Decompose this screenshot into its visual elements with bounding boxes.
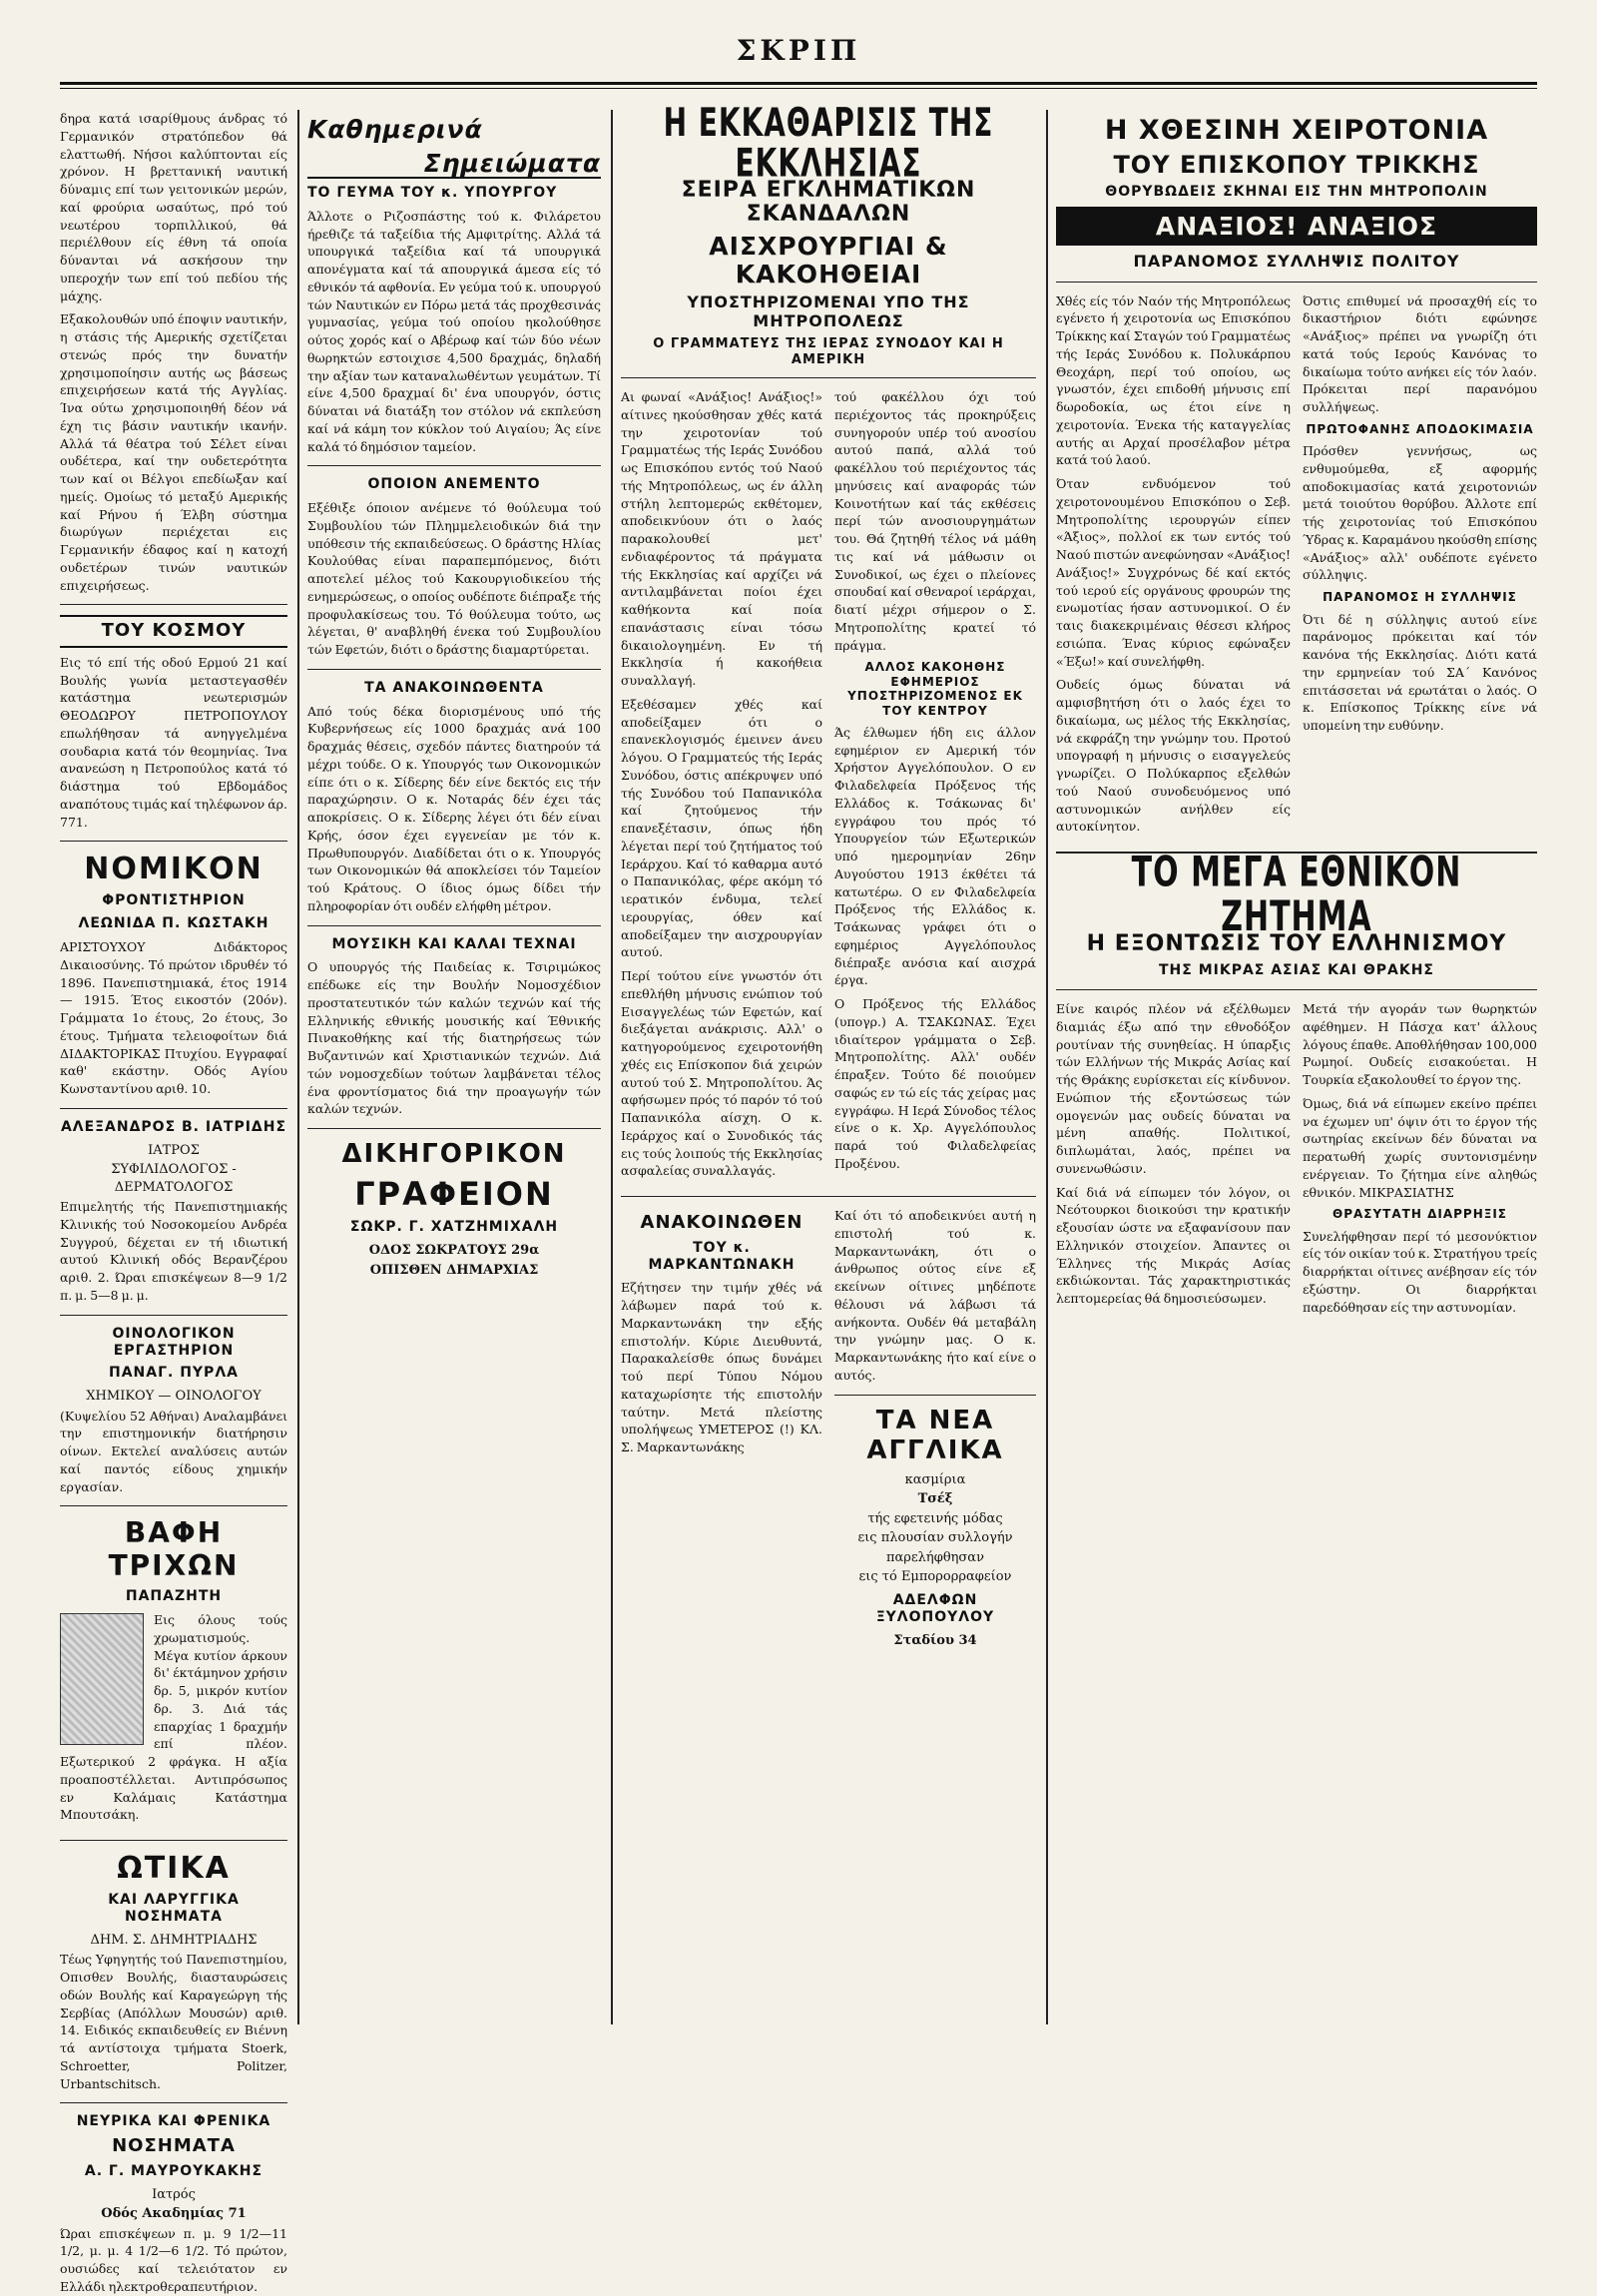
article-title: ΠΡΩΤΟΦΑΝΗΣ ΑΠΟΔΟΚΙΜΑΣΙΑ (1306, 421, 1534, 436)
article-title: ΠΑΡΑΝΟΜΟΣ Η ΣΥΛΛΗΨΙΣ (1323, 590, 1517, 605)
ad-title: ΓΡΑΦΕΙΟΝ (354, 1175, 554, 1214)
article-title: ΑΛΛΟΣ ΚΑΚΟΗΘΗΣ ΕΦΗΜΕΡΙΟΣ ΥΠΟΣΤΗΡΙΖΟΜΕΝΟΣ ΕΚ ΤΟΥ ΚΕΝΤΡΟΥ (847, 660, 1023, 718)
headline: Η ΕΚΚΑΘΑΡΙΣΙΣ ΤΗΣ ΕΚΚΛΗΣΙΑΣ (663, 99, 994, 187)
article-text: Είνε καιρός πλέον νά εξέλθωμεν διαμιάς έξω από την εθνοδόξον ρουτίναν τής συνηθείας. Η ύπαρξις τών Ελλήνων τής Μικράς Ασίας καί τής Θράκης ευρίσκεται είς κίνδυνον. Ενώπιον τής εξοντώσεως τών ομογενών μας ουδείς δύναται να μένη απαθής. Πολιτικοί, διπλωμάται, λαός, πρέπει να συνενωθώσιν. (1056, 1001, 1291, 1176)
ad-subtitle: ΚΑΙ ΛΑΡΥΓΓΙΚΑ ΝΟΣΗΜΑΤΑ (108, 1892, 240, 1925)
article-text: Καί ότι τό αποδεικνύει αυτή η επιστολή τού κ. Μαρκαντωνάκη, ότι ο άνθρωπος ούτος είνε εξ εκείνων οίτινες μηδέποτε θέλουσι νά λάβωσι τά ανήκοντα. Ουδέν θά μεταβάλη την γνώμην μας. Ο κ. Μαρκαντωνάκης ήτο καί είνε ο αυτός. (834, 1208, 1036, 1383)
ad-text: εις τό Εμπορορραφείον (858, 1569, 1012, 1585)
article-text: Άλλοτε ο Ριζοσπάστης τού κ. Φιλάρετου ήρεθιζε τά ταξείδια τής Αμφιτρίτης. Αλλά τά υπουργικά ταξείδια καί τά υπουργικά απονέγματα καί τά απουργικά άμεσα είς τό εθνικόν τά αφθονία. Εν γεύμα τού κ. υπουργού τών Ναυτικών εν Πόρω μετά τάς προχθεσινάς γυμνασίας, γεύμα τού οποίου ηκολούθησε ούτος χορός καί ο Αβέρωφ καί τών δύο νέων θωρηκτών εστοιχισε 4,500 δραχμάς, δηλαδή την αξίαν των καταναλωθέντων γευμάτων. Τί είνε 4,500 δραχμαί δι' ένα υπουργόν, όστις δύναται νά διατάξη τον στόλον νά εκπλεύση καί νά κάμη τον κύκλον τού Αιγαίου; Άς είνε καλά τό δημόσιον ταμείον. (307, 208, 601, 454)
article-text: Εζήτησεν την τιμήν χθές νά λάβωμεν παρά τού κ. Μαρκαντωνάκη την εξής επιστολήν. Κύριε Διευθυντά, Παρακαλείσθε όπως δυνάμει τού περί Τύπου Νόμου καταχωρίσητε τής επιστολήν ταύτην. Μετά πλείστης υπολήψεως ΥΜΕΤΕΡΟΣ (!) ΚΛ. Σ. Μαρκαντωνάκης (621, 1280, 822, 1455)
headline: ΤΟΥ ΕΠΙΣΚΟΠΟΥ ΤΡΙΚΚΗΣ (1113, 150, 1480, 179)
ad-subtitle: ΣΥΦΙΛΙΔΟΛΟΓΟΣ - ΔΕΡΜΑΤΟΛΟΓΟΣ (111, 1162, 237, 1195)
article-text: Συνελήφθησαν περί τό μεσονύκτιον είς τόν οικίαν τού κ. Στρατήγου τρείς διαρρήκται οίτινες ανέβησαν είς τόν εξώστην. Οι διαρρήκται παρεδόθησαν είς την αστυνομίαν. (1303, 1228, 1537, 1315)
article-text: Από τούς δέκα διορισμένους υπό τής Κυβερνήσεως είς 1000 δραχμάς ανά 100 δραχμάς θέσεις, σχεδόν πάντες διατηρούν τά μέχρι τούδε. Ο κ. Υπουργός των Οικονομικών είπε ότι ο κ. Σίδερης δέν είνε δεκτός εις τήν παραχώρησιν. Ο κ. Νοταράς δέν έχει τάς αποκρίσεις. Ο κ. Σίδερης λέγει ότι δέν είναι Κρής, όσον έχει εγγενείαν με τόν κ. Πρωθυπουργόν. Διαδίδεται ότι ο κ. Υπουργός των Οικονομικών θά αποκλείσει τόν Ταμείον τού Κράτους. Ο ίδιος όμως δίδει τήν πληροφορίαν ότι ουδέν ελήφθη μέτρον. (307, 703, 601, 913)
ad-text: ΑΡΙΣΤΟΥΧΟΥ Διδάκτορος Δικαιοσύνης. Τό πρώτον ιδρυθέν τό 1896. Πανεπιστημιακά, έτος 1914 — 1915. Έτος εικοστόν (20όν). Γράμματα 1ο έτους, 2ο έτους, 3ο έτους. Τμήματα τελειοφοίτων διά ΔΙΔΑΚΤΟΡΙΚΑΣ Πτυχίου. Εγγραφαί καθ' εκάστην. Οδός Αγίου Κωνσταντίνου αριθ. 10. (60, 939, 287, 1097)
ad-title: ΤΟΥ ΚΟΣΜΟΥ (60, 615, 287, 648)
column-4 (1056, 110, 1537, 2024)
divider (60, 1315, 287, 1316)
subheadline: ΤΗΣ ΜΙΚΡΑΣ ΑΣΙΑΣ ΚΑΙ ΘΡΑΚΗΣ (1159, 962, 1434, 979)
subheadline: ΠΑΡΑΝΟΜΟΣ ΣΥΛΛΗΨΙΣ ΠΟΛΙΤΟΥ (1133, 252, 1460, 272)
article-text: Εξακολουθών υπό έποψιν ναυτικήν, η στάσις τής Αμερικής σχετίζεται στενώς πρός την δυνατήν χρησιμοποίησιν αυτής ως βάσεως επιχειρήσεων κατά τής Αγγλίας. Ίνα ούτω χρησιμοποιηθή δέον νά έχη τις βάσιν ναυτικήν ικανήν. Αλλά τά θέατρα τού Σέλετ είναι ουδέτερα, καί την ουδετερότητα των καί οι Βέλγοι επεδίωξαν καί ημείς. Ομοίως τό μεταξύ Αμερικής καί Ρήνου ή Έλβη σύστημα διωρύγων περιέχεται εις Γερμανικήν έδαφος καί η κατοχή ουδετέρων τινών ναυτικών επιχειρήσεως. (60, 311, 287, 593)
ad-title: ΟΙΝΟΛΟΓΙΚΟΝ ΕΡΓΑΣΤΗΡΙΟΝ (112, 1325, 236, 1359)
article-title: ΤΟΥ κ. ΜΑΡΚΑΝΤΩΝΑΚΗ (648, 1239, 796, 1273)
divider (60, 1840, 287, 1841)
column-divider (611, 110, 613, 2024)
ad-name: ΠΑΝΑΓ. ΠΥΡΛΑ (108, 1365, 239, 1382)
article-body (1056, 292, 1537, 843)
section-heading: Σημειώματα (307, 150, 601, 180)
article-body (621, 1207, 1036, 1651)
ad-text: Τσέξ (917, 1491, 953, 1507)
divider (60, 1108, 287, 1109)
ad-title: ΝΟΜΙΚΟΝ (84, 852, 264, 887)
ad-address: ΟΠΙΣΘΕΝ ΔΗΜΑΡΧΙΑΣ (369, 1262, 539, 1278)
portrait-illustration (60, 1613, 144, 1745)
article-text: Όστις επιθυμεί νά προσαχθή είς το δικαστήριον διότι εφώνησε «Ανάξιος» πρέπει να γνωρίζη ότι κατά τούς Ιερούς Κανόνας το δικαίωμα τούτο ανήκει είς τόν λαόν. Πρόκειται περί παρανόμου συλλήψεως. (1303, 292, 1537, 415)
ad-text: κασμίρια (904, 1471, 966, 1487)
article-text: Εξεθέσαμεν χθές καί αποδείξαμεν ότι ο επανεκλογισμός έμεινεν άνευ λόγου. Ο Γραμματεύς τής Ιεράς Συνόδου, όστις απέκρυψεν υπό τής Συνόδου τού Παπανικόλα καί ζητούμενος τήν επανεξέτασιν, όπως ήδη λέγεται περί τού ζητήματος τού Ιεράρχου. Καί τό καθαρμα αυτό ο Παπανικόλας, φέρε ακόμη τό ιερατικόν ένδυμα, τελεί ιερουργίας, όθεν καί αποδείξαμεν την αισχρουργίαν αυτού. (621, 696, 822, 960)
subheadline: Ο ΓΡΑΜΜΑΤΕΥΣ ΤΗΣ ΙΕΡΑΣ ΣΥΝΟΔΟΥ ΚΑΙ Η ΑΜΕΡΙΚΗ (653, 335, 1004, 367)
headline-inverse: ΑΝΑΞΙΟΣ! ΑΝΑΞΙΟΣ (1056, 207, 1537, 247)
ad-text: Τέως Υφηγητής τού Πανεπιστημίου, Οπισθεν Βουλής, διασταυρώσεις οδών Βουλής καί Καραγεώργη τής Σερβίας (Απόλλων Μουσών) αριθ. 14. Ειδικός εκπαιδευθείς εν Βιέννη τά αντίστοιχα τμήματα Stoerk, Schroetter, Politzer, Urbantschitsch. (60, 1952, 287, 2091)
headline: ΣΕΙΡΑ ΕΓΚΛΗΜΑΤΙΚΩΝ ΣΚΑΝΔΑΛΩΝ (681, 177, 976, 227)
article-text: Όμως, διά νά είπωμεν εκείνο πρέπει να έχωμεν υπ' όψιν ότι το έργον τής σωτηρίας εκείνων δέν δύναται να περατωθή χωρίς συντονισμένην ενέργειαν. Το ζήτημα είνε αληθώς εθνικόν. ΜΙΚΡΑΣΙΑΤΗΣ (1303, 1095, 1537, 1200)
headline: ΤΟ ΜΕΓΑ ΕΘΝΙΚΟΝ ΖΗΤΗΜΑ (1131, 848, 1462, 941)
article-title: ΜΟΥΣΙΚΗ ΚΑΙ ΚΑΛΑΙ ΤΕΧΝΑΙ (331, 935, 577, 952)
article-text: Περί τούτου είνε γνωστόν ότι επεθλήθη μήνυσις ενώπιον τού Εισαγγελέως τών Εφετών, καί διεξάγεται ανάκρισις. Αλλ' ο κατηγορούμενος εχειροτονήθη χθές εις Επίσκοπον διά χειρών αυτού τού Σ. Μητροπολίτου. Άς αφήσωμεν πρός τό παρόν τό τού Παπανικόλα αίσχη. Ο κ. Ιεράρχος καί ο Συνοδικός τάς εις τούς λοιπούς τής Εκκλησίας ασφαλείας συναλλαγάς. (621, 968, 822, 1179)
column-1 (60, 110, 287, 2294)
divider (60, 841, 287, 842)
headline: Η ΕΞΟΝΤΩΣΙΣ ΤΟΥ ΕΛΛΗΝΙΣΜΟΥ (1086, 931, 1507, 957)
ad-text: εις πλουσίαν συλλογήν (857, 1530, 1013, 1546)
divider (621, 377, 1036, 378)
headline: Η ΧΘΕΣΙΝΗ ΧΕΙΡΟΤΟΝΙΑ (1104, 115, 1489, 146)
article-text: Χθές είς τόν Ναόν τής Μητροπόλεως εγένετο ή χειροτονία ως Επισκόπου Τρίκκης καί Σταγών τού Γραμματέως τής Ιεράς Συνόδου κ. Πολυκάρπου Θεοχάρη, περί τού οποίου, ως γνωστόν, έχει επιδοθή μήνυσις επί δωροδοκία, ως έτοι είνε η χειροτονία. Ένεκα τής καταγγελίας αυτής αι Αρχαί προσέλαβον μέτρα κατά τού λαού. (1056, 292, 1291, 468)
ad-text: Εις όλους τούς χρωματισμούς. Μέγα κυτίον άρκουν δι' έκτάμηνον χρήσιν δρ. 5, μικρόν κυτίον δρ. 3. Διά τάς επαρχίας 1 δραχμήν επί πλέον. Εξωτερικού 2 φράγκα. Η αξία προαποστέλλεται. Αντιπρόσωπος εν Καλάμαις Κατάστημα Μπουτσάκη. (60, 1612, 287, 1823)
article-text: Πρόσθεν γεννήσως, ως ενθυμούμεθα, εξ αφορμής αποδοκιμασίας κατά χειροτονιών μετά τοιούτου θορύβου. Άλλοτε επί τής χειροτονίας τού Επισκόπου Ύδρας κ. Καραμάνου ηκούσθη επίσης «Ανάξιος» αλλ' ουδέποτε εγένετο σύλληψις. (1303, 443, 1537, 583)
ad-text: τής εφετεινής μόδας (867, 1510, 1003, 1526)
ad-title: ΤΑ ΝΕΑ ΑΓΓΛΙΚΑ (866, 1405, 1004, 1465)
column-divider (1046, 110, 1048, 2024)
article-text: δηρα κατά ισαρίθμους άνδρας τό Γερμανικόν στρατόπεδον θά ελαττωθή. Νήσοι καλύπτονται είς χρόνον. Η βρεττανική ναυτική δύναμις επί των γειτονικών μερών, καί φρούρια ωσαύτως, πρό τού νεωτέρου τορπιλλικού, θά περιέλθουν είς έθνη τά οποία δύνανται νά ασκήσουν την υπεροχήν των επί τού πεδίου τής μάχης. (60, 111, 287, 303)
ad-title: ΩΤΙΚΑ (117, 1851, 231, 1887)
divider (307, 925, 601, 926)
article-text: Όταν ενδυόμενον τού χειροτονουμένου Επισκόπου ο Σεβ. Μητροπολίτης ιερουργών είπεν «Άξιος», πολλοί εκ των εντός τού Ναού πιστών ανεφώνησαν «Ανάξιος! Ανάξιος!» Συγχρόνως δέ καί εκτός τού ιερού είς οργάνους φρουρών της ενωμοτίας ήσαν αστυνομικοί. Ο έν ταις διακεκριμέναις θέσεσι κλήρος εσιώπα. Ένας κύριος εφώναξεν «Έξω!» καί συνελήφθη. (1056, 476, 1291, 669)
divider (1056, 989, 1537, 990)
ad-text: Ώραι επισκέψεων π. μ. 9 1/2—11 1/2, μ. μ. 4 1/2—6 1/2. Τό πρώτον, ουσιώδες καί τελειότατον εν Ελλάδι ηλεκτροθεραπευτήριον. (60, 2225, 287, 2294)
article-text: Ο υπουργός τής Παιδείας κ. Τσιριμώκος επέδωκε είς την Βουλήν Νομοσχέδιον προστατευτικόν τών καλών τεχνών καί τής Ελληνικής εθνικής μουσικής καί Έθνικής Πινακοθήκης καί τής διατηρήσεως τών Βυζαντινών καί Χριστιανικών τεχνών. Διά τών νομοσχεδίων τούτων λαμβάνεται τέλος ένα φροντίσματος διά την προαγωγήν τών καλών τεχνών. (307, 959, 601, 1117)
ad-text: (Κυψελίου 52 Αθήναι) Αναλαμβάνει την επιστημονικήν διατήρησιν οίνων. Εκτελεί αναλύσεις αυτών καί παντός είδους χημικήν εργασίαν. (60, 1408, 287, 1494)
article-text: Ουδείς όμως δύναται νά αμφισβητήση ότι ο λαός έχει το δικαίωμα, ως μέλος τής Εκκλησίας, νά εκφράζη την γνώμην του. Προτού υπογραφή η μήνυσις ο εισαγγελεύς γνωρίζει. Ο Πολύκαρπος εξελθών τού Ναού συνοδευόμενος υπό αστυνομικών ανήλθεν είς αυτοκίνητον. (1056, 677, 1291, 835)
ad-name: ΑΔΕΛΦΩΝ ΞΥΛΟΠΟΥΛΟΥ (875, 1591, 995, 1625)
divider (1056, 282, 1537, 283)
ad-address: Οδός Ακαδημίας 71 (101, 2206, 247, 2222)
ad-title: ΒΑΦΗ ΤΡΙΧΩΝ (108, 1516, 240, 1583)
article-text: Ο Πρόξενος τής Ελλάδος (υπογρ.) Α. ΤΣΑΚΩΝΑΣ. Έχει ιδιαίτερον γράμματα ο Σεβ. Μητροπολίτης. Αλλ' ουδέν έπραξεν. Τούτο δέ ποιούμεν σαφώς εν τώ είς τάς χείρας μας εγγράφω. Η Ιερά Σύνοδος τέλος είνε ο κ. Χρ. Αγγελόπουλος παρά τού Φιλαδελφείας Προξένου. (834, 996, 1036, 1171)
column-2 (307, 110, 601, 2024)
article-title: ΤΟ ΓΕΥΜΑ ΤΟΥ κ. ΥΠΟΥΡΓΟΥ (307, 185, 558, 201)
masthead: ΣΚΡΙΠ (736, 34, 861, 67)
subheadline: ΥΠΟΣΤΗΡΙΖΟΜΕΝΑΙ ΥΠΟ ΤΗΣ ΜΗΤΡΟΠΟΛΕΩΣ (687, 292, 970, 330)
ad-name: ΛΕΩΝΙΔΑ Π. ΚΩΣΤΑΚΗ (78, 915, 269, 932)
ad-title: ΝΕΥΡΙΚΑ ΚΑΙ ΦΡΕΝΙΚΑ (76, 2113, 271, 2130)
article-text: Ότι δέ η σύλληψις αυτού είνε παράνομος πρόκειται καί τόν κανόνα τής Εκκλησίας. Διότι κατά την ερμηνείαν τού ΣΑ΄ Κανόνος επιτάσσεται νά ερωτάται ο λαός. Ο κ. Επίσκοπος Τρίκκης είνε νά υπομείνη την ευθύνην. (1303, 611, 1537, 734)
divider (60, 1505, 287, 1506)
ad-subtitle: ΝΟΣΗΜΑΤΑ (112, 2135, 236, 2157)
divider (307, 1128, 601, 1129)
divider (307, 465, 601, 466)
article-text: Άς έλθωμεν ήδη εις άλλον εφημέριον εν Αμερική τόν Χρήστον Αγγελόπουλον. Ο εν Φιλαδελφεία Πρόξενος τής Ελλάδος κ. Τσάκωνας δι' εγγράφου του πρός τό Υπουργείον τών Εξωτερικών υπό ημερομηνίαν 26ην Αυγούστου 1913 έκθέτει τά κατωτέρω. Ο εν Φιλαδελφεία Πρόξενος τής Ελλάδος κ. Τσάκωνας γράφει ότι ο εφημέριος Αγγελόπουλος διέπραξε ανόσια καί αισχρά έργα. (834, 724, 1036, 988)
column-3 (621, 99, 1036, 2024)
masthead-rule-thin (60, 88, 1537, 89)
article-text: τού φακέλλου όχι τού περιέχοντος τάς προκηρύξεις συνηγορούν υπέρ τού ανοσίου αυτού παπά, αλλά τού φακέλλου τού περιέχοντος τάς μηνύσεις καί αναφοράς τών Κοινοτήτων καί τάς εκθέσεις περί τών ανοσιουργημάτων του. Θά ζητηθή τέλος νά μάθη τις καί νά μάθωσιν οι Συνοδικοί, ως έχει ο πλείονες σπουδαί καί σθεναροί ιεράρχαι, διατί μέχρι σήμερον ο Σ. Μητροπολίτης κρατεί τό πράγμα. (834, 389, 1036, 653)
ad-name: ΠΑΠΑΖΗΤΗ (125, 1588, 223, 1605)
divider (621, 1196, 1036, 1197)
ad-text: παρελήφθησαν (885, 1549, 984, 1565)
article-title: ΘΡΑΣΥΤΑΤΗ ΔΙΑΡΡΗΞΙΣ (1332, 1207, 1507, 1222)
ad-name: ΔΗΜ. Σ. ΔΗΜΗΤΡΙΑΔΗΣ (90, 1932, 258, 1948)
article-title: ΤΑ ΑΝΑΚΟΙΝΩΘΕΝΤΑ (364, 679, 544, 696)
section-heading: Καθημερινά (307, 115, 483, 144)
ad-subtitle: Ιατρός (152, 2186, 196, 2202)
subheadline: ΘΟΡΥΒΩΔΕΙΣ ΣΚΗΝΑΙ ΕΙΣ ΤΗΝ ΜΗΤΡΟΠΟΛΙΝ (1105, 184, 1488, 201)
ad-subtitle: ΦΡΟΝΤΙΣΤΗΡΙΟΝ (102, 892, 246, 909)
ad-address: Σταδίου 34 (893, 1632, 977, 1648)
column-divider (297, 110, 299, 2024)
ad-name: ΑΛΕΞΑΝΔΡΟΣ Β. ΙΑΤΡΙΔΗΣ (60, 1118, 287, 1135)
article-body (1056, 1000, 1537, 1322)
ad-title: ΔΙΚΗΓΟΡΙΚΟΝ (341, 1139, 567, 1170)
ad-text: Επιμελητής τής Πανεπιστημιακής Κλινικής τού Νοσοκομείου Ανδρέα Συγγρού, δέχεται εν τή ιδιωτική αυτού Κλινική οδός Βερανζέρου αριθ. 2. Ώραι επισκέψεων 8—9 1/2 π. μ. 5—8 μ. μ. (60, 1199, 287, 1303)
divider (307, 669, 601, 670)
ad-address: ΟΔΟΣ ΣΩΚΡΑΤΟΥΣ 29α (368, 1242, 540, 1258)
ad-name: Α. Γ. ΜΑΥΡΟΥΚΑΚΗΣ (84, 2162, 264, 2179)
ad-name: ΣΩΚΡ. Γ. ΧΑΤΖΗΜΙΧΑΛΗ (349, 1219, 559, 1236)
masthead-rule (60, 82, 1537, 85)
article-text: Καί διά νά είπωμεν τόν λόγον, οι Νεότουρκοι διοικούσι την κρατικήν εξουσίαν ώστε να εξαφανίσουν παν Ελληνικόν στοιχείον. Άπαντες οι Έλληνες τής Μικράς Ασίας εκδιώκονται. Τάς χαρακτηριστικάς λεπτομερείας θά δημοσιεύσωμεν. (1056, 1184, 1291, 1307)
article-body (621, 388, 1036, 1186)
divider (60, 2102, 287, 2103)
article-text: Εξέθιξε όποιον ανέμενε τό θούλευμα τού Συμβουλίου τών Πλημμελειοδικών διά την υπόθεσιν τής εκπαιδεύσεως. Ο δράστης Ηλίας Κουλούθας είναι παραπεμπόμενος, διότι αποτελεί μέλος τού Κακουργιοδικείου τής ενημερώσεως, ο οποίος ουδέποτε διέπραξε τής προφυλακίσεως του. Τό θούλευμα τούτο, ως λέγεται, θ' αναβληθή ένεκα τού Συμβουλίου τών Εφετών, διότι ο δράστης διαμαρτύρεται. (307, 500, 601, 658)
article-title: ΑΝΑΚΟΙΝΩΘΕΝ (640, 1212, 803, 1234)
ad-text: Εις τό επί τής οδού Ερμού 21 καί Βουλής γωνία μεταστεγασθέν κατάστημα νεωτερισμών ΘΕΟΔΩΡΟΥ ΠΕΤΡΟΠΟΥΛΟΥ επωλήθησαν τά ανηγγελμένα σουδαρια κατά τόν θεομηνίας. Ίνα ανανεώση η Πετροπούλος κατά τό διάστημα τού Εβδομάδος αναπότους τιμάς καί τηλέφωνον άρ. 771. (60, 654, 287, 830)
article-text: Μετά τήν αγοράν των θωρηκτών αφέθημεν. Η Πάσχα κατ' άλλους λόγους έπαθε. Αποθλήθησαν 100,000 Ρωμηοί. Ουδείς εισακούεται. Η Τουρκία εξακολουθεί το έργον της. (1303, 1001, 1537, 1088)
ad-subtitle: ΙΑΤΡΟΣ (148, 1142, 200, 1158)
divider (834, 1395, 1036, 1396)
article-text: Αι φωναί «Ανάξιος! Ανάξιος!» αίτινες ηκούσθησαν χθές κατά την χειροτονίαν τού Γραμματέως τής Ιεράς Συνόδου ως Επισκόπου εντός τού Ναού τής Μητροπόλεως, ως έν άλλη στήλη λεπτομερώς εκθέτομεν, αποδεικνύουν ότι ο λαός παρακολουθεί μετ' ενδιαφέροντος τά πράγματα τής Εκκλησίας καί αρχίζει νά αντιλαμβάνεται ποίοι έχει καθήκοντα καί ποία επανάστασις είναι τόσω δικαιολογημένη. Εν τή Εκκλησία ή κακοήθεια συναλλαγή. (621, 389, 822, 689)
divider (60, 604, 287, 605)
article-title: ΟΠΟΙΟΝ ΑΝΕΜΕΝΤΟ (367, 476, 541, 493)
ad-subtitle: ΧΗΜΙΚΟΥ — ΟΙΝΟΛΟΓΟΥ (86, 1389, 262, 1405)
headline: ΑΙΣΧΡΟΥΡΓΙΑΙ & ΚΑΚΟΗΘΕΙΑΙ (709, 232, 948, 288)
